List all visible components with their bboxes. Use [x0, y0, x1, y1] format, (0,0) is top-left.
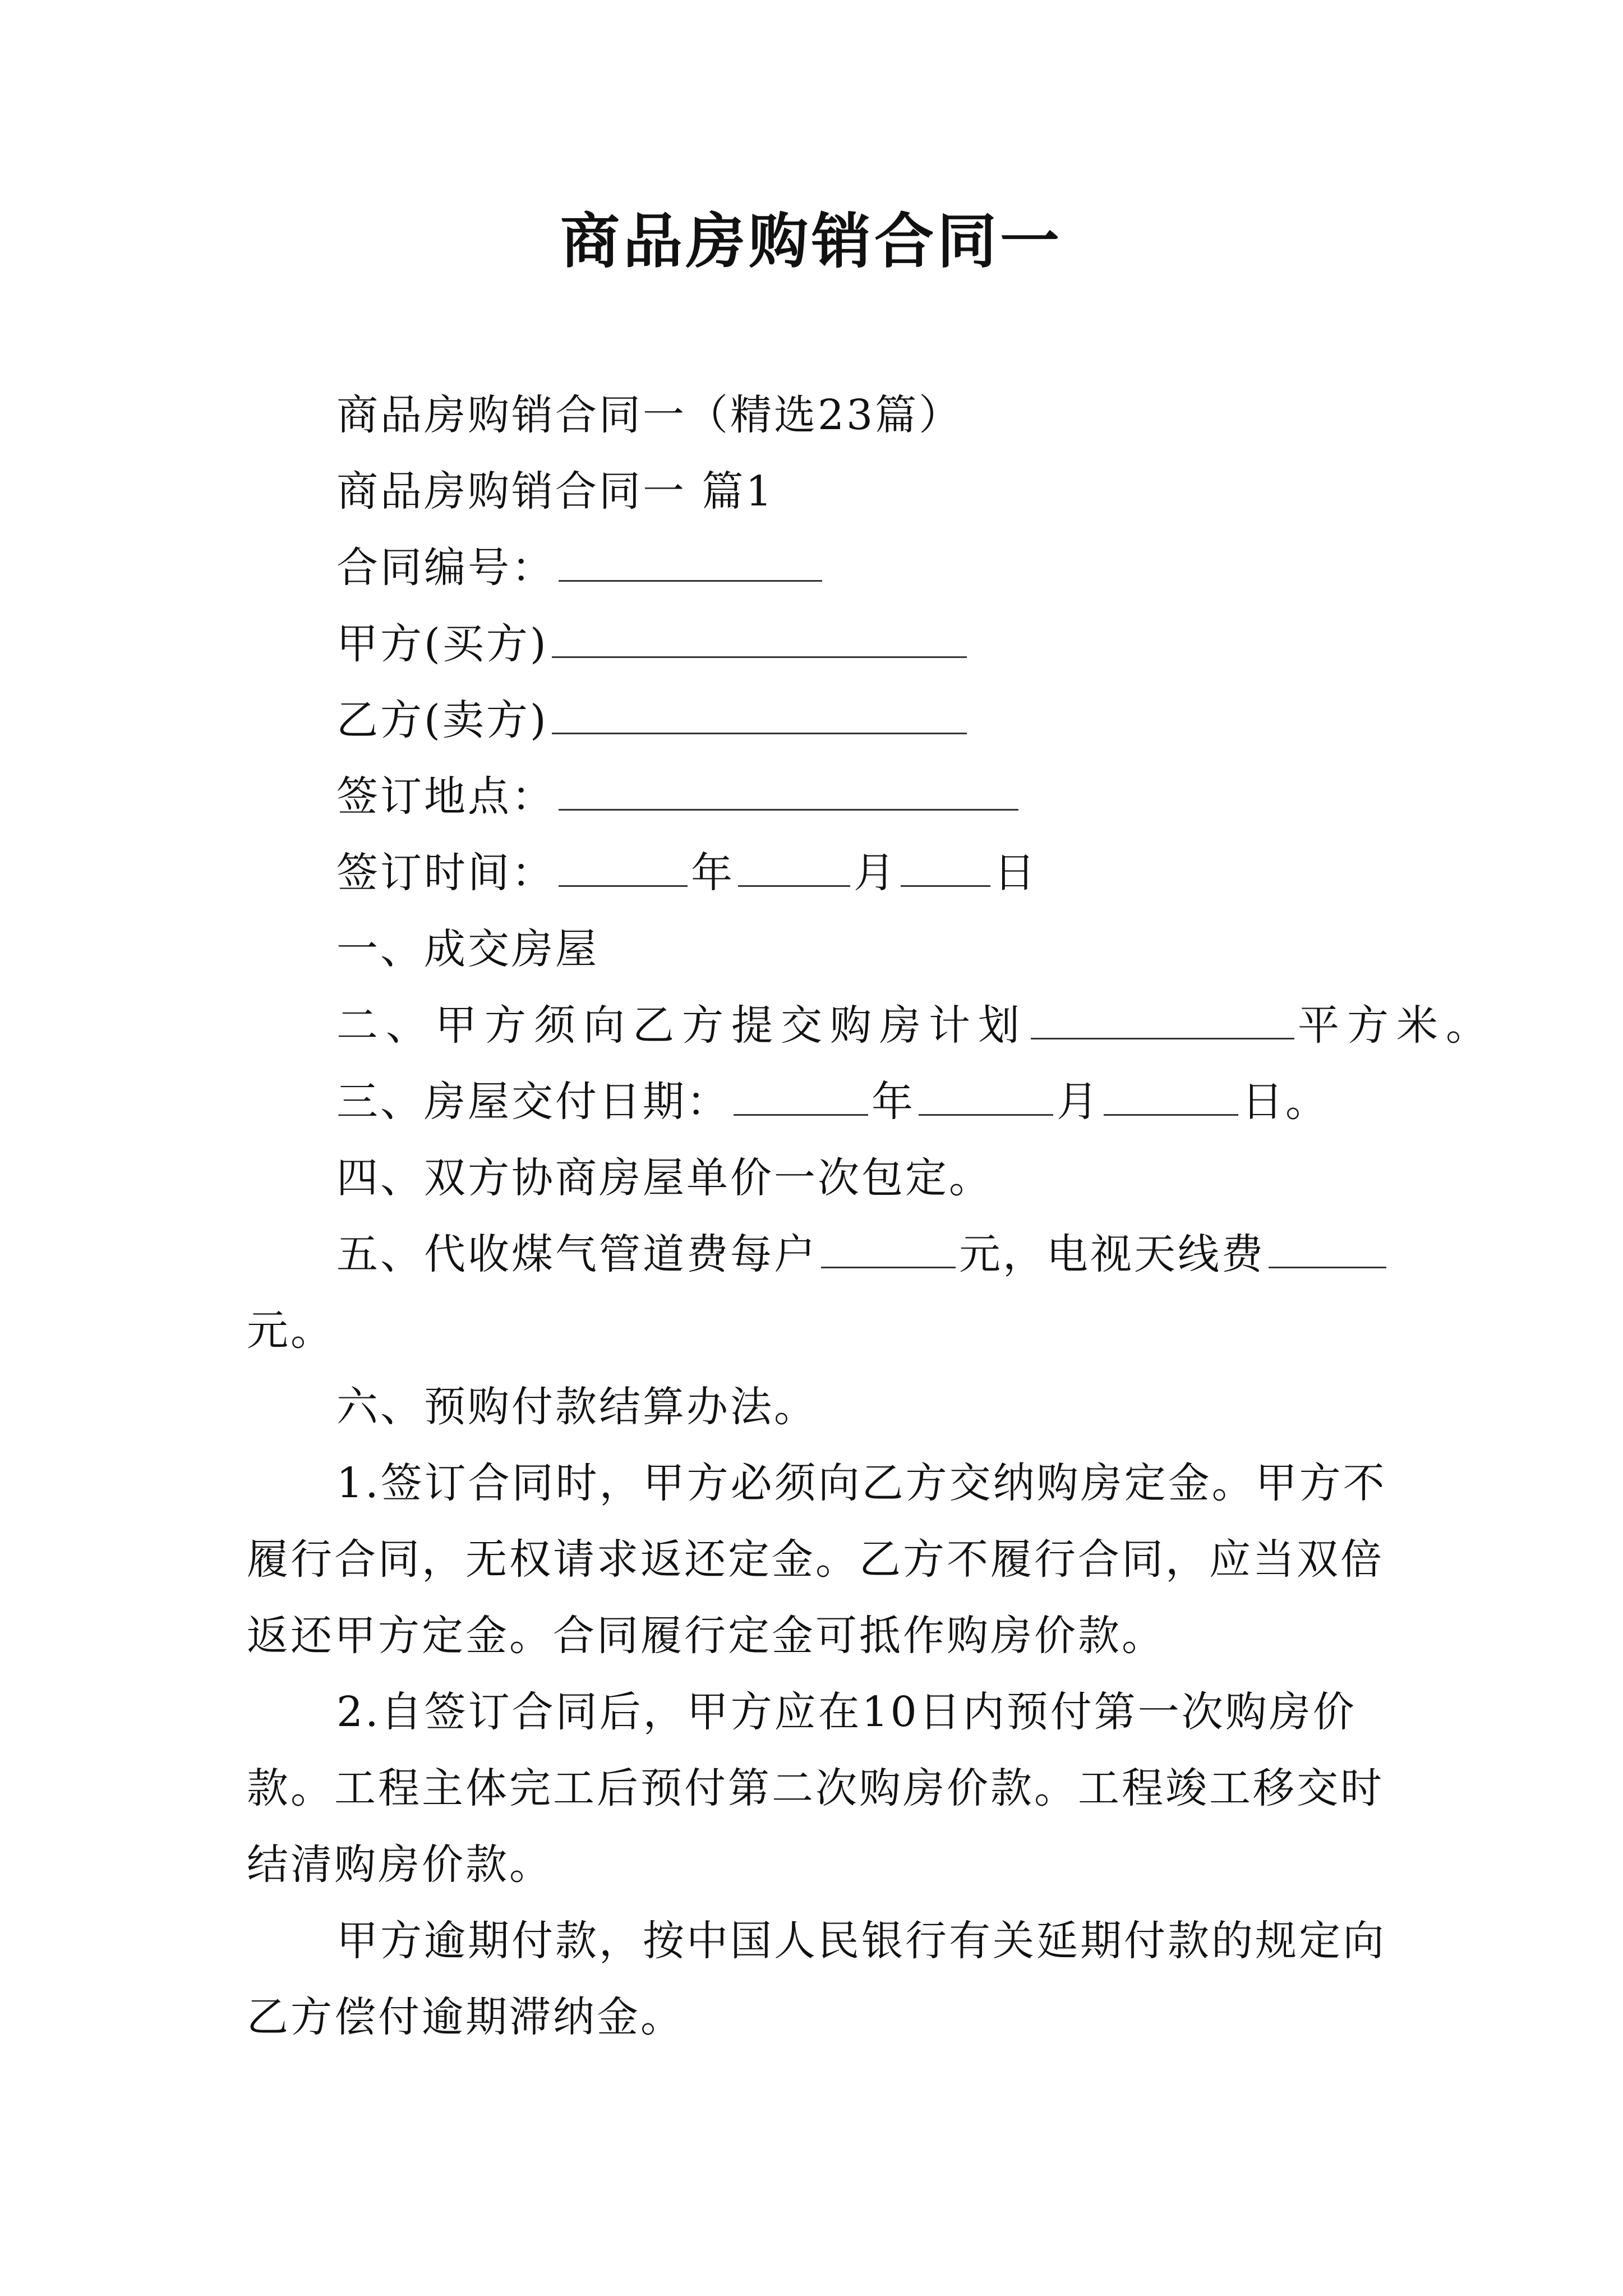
sign-place-label: 签订地点：: [336, 772, 555, 821]
subtitle: 商品房购销合同一（精选23篇）: [336, 391, 963, 439]
item-5-prefix: 五、代收煤气管道费每户: [336, 1230, 818, 1278]
paragraph-2-line-3: 结清购房价款。: [247, 1841, 553, 1889]
item-3-prefix: 三、房屋交付日期：: [336, 1078, 730, 1126]
paragraph-1-line-1: 1.签订合同时，甲方必须向乙方交纳购房定金。甲方不: [336, 1459, 1387, 1507]
sign-day-label: 日: [994, 849, 1038, 897]
sign-month-blank: [738, 846, 850, 887]
gas-fee-blank: [821, 1227, 956, 1268]
item-2-suffix: 平方米。: [1298, 1001, 1495, 1050]
delivery-year-label: 年: [872, 1078, 915, 1126]
tv-fee-blank: [1269, 1227, 1386, 1268]
party-a-row: [336, 616, 1469, 672]
sign-place-blank: [559, 770, 1018, 811]
page-title: 商品房购销合同一: [560, 206, 1063, 276]
sign-place-row: [336, 769, 1469, 825]
contract-number-blank: [559, 541, 822, 582]
sign-day-blank: [901, 846, 990, 887]
item-5-mid: 元，电视天线费: [959, 1230, 1265, 1278]
item-1: 一、成交房屋: [336, 925, 599, 973]
item-5-line-2: 元。: [247, 1306, 334, 1355]
paragraph-2-line-1: 2.自签订合同后，甲方应在10日内预付第一次购房价: [336, 1688, 1357, 1736]
paragraph-2-line-2: 款。工程主体完工后预付第二次购房价款。工程竣工移交时: [247, 1764, 1384, 1812]
contract-number-row: [336, 540, 1469, 596]
delivery-day-label: 日。: [1242, 1078, 1329, 1126]
paragraph-3-line-1: 甲方逾期付款，按中国人民银行有关延期付款的规定向: [336, 1917, 1386, 1965]
party-a-blank: [552, 617, 967, 658]
paragraph-1-line-3: 返还甲方定金。合同履行定金可抵作购房价款。: [247, 1612, 1165, 1660]
delivery-day-blank: [1104, 1075, 1238, 1116]
item-2: [336, 997, 1495, 1053]
section-heading: 商品房购销合同一 篇1: [336, 467, 774, 516]
contract-number-label: 合同编号：: [336, 544, 555, 592]
paragraph-3-line-2: 乙方偿付逾期滞纳金。: [247, 1993, 684, 2041]
party-a-label: 甲方(买方): [336, 620, 548, 668]
party-b-blank: [552, 693, 967, 734]
party-b-row: [336, 692, 1469, 748]
item-6: 六、预购付款结算办法。: [336, 1383, 818, 1431]
sign-time-label: 签订时间：: [336, 849, 555, 897]
sign-year-label: 年: [691, 849, 735, 897]
sign-year-blank: [559, 846, 688, 887]
item-3: [336, 1074, 1469, 1130]
paragraph-1-line-2: 履行合同，无权请求返还定金。乙方不履行合同，应当双倍: [247, 1535, 1384, 1584]
item-4: 四、双方协商房屋单价一次包定。: [336, 1154, 993, 1202]
delivery-month-label: 月: [1057, 1078, 1100, 1126]
item-5-line-1: [336, 1226, 1469, 1282]
party-b-label: 乙方(卖方): [336, 696, 548, 744]
delivery-year-blank: [734, 1075, 868, 1116]
delivery-month-blank: [919, 1075, 1053, 1116]
sign-month-label: 月: [854, 849, 897, 897]
sign-time-row: [336, 845, 1469, 901]
item-2-prefix: 二、甲方须向乙方提交购房计划: [336, 1001, 1027, 1050]
item-2-blank: [1031, 999, 1294, 1039]
